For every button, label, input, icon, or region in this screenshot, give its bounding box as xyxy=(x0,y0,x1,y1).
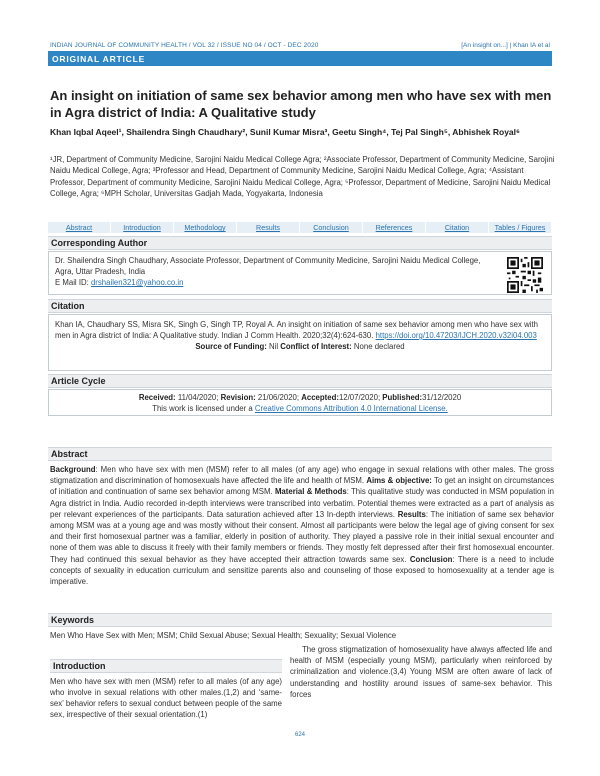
article-cycle-heading: Article Cycle xyxy=(48,374,552,388)
revision-date: 21/06/2020; xyxy=(255,393,302,402)
qr-code-icon xyxy=(507,257,543,293)
funding-label: Source of Funding: xyxy=(195,342,267,351)
article-dates xyxy=(49,392,551,403)
nav-abstract[interactable]: Abstract xyxy=(48,222,111,233)
methods-label: Material & Methods xyxy=(274,487,347,497)
journal-header: INDIAN JOURNAL OF COMMUNITY HEALTH / VOL 32 / ISSUE NO 04 / OCT - DEC 2020 xyxy=(50,42,319,49)
nav-introduction[interactable]: Introduction xyxy=(111,222,174,233)
email-link[interactable]: drshailen321@yahoo.co.in xyxy=(90,278,184,287)
nav-methodology[interactable]: Methodology xyxy=(174,222,237,233)
nav-results[interactable]: Results xyxy=(237,222,300,233)
article-type-banner: ORIGINAL ARTICLE xyxy=(48,51,552,66)
nav-references[interactable]: References xyxy=(363,222,426,233)
nav-tables-figures[interactable]: Tables / Figures xyxy=(489,222,552,233)
introduction-left-column xyxy=(50,659,282,720)
results-label: Results xyxy=(397,509,426,519)
results-text: : The initiation of same sex behavior among MSM was at a young age and was mostly without their consent. Almost all participants were below the legal age of giving consent for sex and their first homosexual partner was a familiar, elderly in position of authority. They played a passive role in their initial sexual encounter and none of them was able to discuss it freely with their family members or friends. They mostly felt depressed after their first homosexual encounter. They had continued this sexual behavior as they have accepted their attraction towards same sex. xyxy=(50,509,554,564)
keywords-text: Men Who Have Sex with Men; MSM; Child Sexual Abuse; Sexual Health; Sexuality; Sexual Violence xyxy=(50,631,397,640)
aims-text: To get an insight on circumstances of initiation and continuation of same sex behavior among MSM. xyxy=(50,476,554,497)
introduction-left-text: Men who have sex with men (MSM) refer to all males (of any age) who involve in sexual relations with other males.(1,2) and ‘same-sex’ behavior refers to sexual conduct between people of the same sex, irrespective of their sexual orientation.(1) xyxy=(50,677,282,719)
introduction-heading: Introduction xyxy=(50,659,282,673)
conclusion-text: : There is a need to include concepts of sexuality in education curriculum and sensitize parents also and counseling of those exposed to homosexuality at a tender age is imperative. xyxy=(50,554,554,587)
license-link[interactable]: Creative Commons Attribution 4.0 International License. xyxy=(254,404,448,413)
doi-link[interactable]: https://doi.org/10.47203/IJCH.2020.v32i04.003 xyxy=(375,331,537,340)
affiliations: ¹JR, Department of Community Medicine, Sarojini Naidu Medical College Agra; ²Associate Professor, Department of Community Medicine, Sarojini Naidu Medical College, Agra; ³Professor and Head, Department of Community Medicine, Sarojini Naidu Medical College, Agra; ⁴Assistant Professor, Department of community Medicine, Sarojini Naidu Medical College, Agra; ⁵Professor, Department of Medicine, Sarojini Naidu Medical College, Agra; ⁶MPH Scholar, Universitas Gadjah Mada, Yogyakarta, Indonesia xyxy=(50,155,555,198)
corresponding-author-details: Dr. Shailendra Singh Chaudhary, Associate Professor, Department of Community Medicine, Sarojini Naidu Medical College, Agra, Uttar Pradesh, India xyxy=(55,256,481,276)
accepted-date: 12/07/2020; xyxy=(338,393,383,402)
email-line xyxy=(55,277,489,288)
citation-text-block xyxy=(55,319,545,341)
received-date: 11/04/2020; xyxy=(175,393,221,402)
accepted-label: Accepted: xyxy=(301,393,339,402)
abstract-heading: Abstract xyxy=(48,447,552,461)
article-cycle-box xyxy=(48,389,552,416)
conflict-label: Conflict of Interest: xyxy=(280,342,352,351)
page-number: 624 xyxy=(294,732,305,738)
conflict-value: None declared xyxy=(351,342,405,351)
nav-conclusion[interactable]: Conclusion xyxy=(300,222,363,233)
methods-text: : This qualitative study was conducted in MSM population in Agra district in India. Audio recorded in-depth interviews were transcribed into verbatim. Potential themes were extracted as a part of analysis as per relevant experiences of the participants. Data saturation achieved after 13 In-depth interviews. xyxy=(50,487,555,519)
author-list: Khan Iqbal Aqeel¹, Shailendra Singh Chaudhary², Sunil Kumar Misra³, Geetu Singh⁴, Tej Pal Singh⁵, Abhishek Royal⁶ xyxy=(50,127,520,137)
license-line xyxy=(49,403,551,414)
revision-label: Revision: xyxy=(220,393,256,402)
citation-box xyxy=(48,314,552,371)
corresponding-author-box xyxy=(48,251,552,295)
citation-text: Khan IA, Chaudhary SS, Misra SK, Singh G, Singh TP, Royal A. An insight on initiation of same sex behavior among men who have sex with men in Agra district of India: A Qualitative study. Indian J Comm Health. 2020;32(4):624-630. xyxy=(55,320,538,340)
background-label: Background xyxy=(50,465,96,474)
funding-line xyxy=(55,341,545,352)
nav-citation[interactable]: Citation xyxy=(426,222,489,233)
received-label: Received: xyxy=(138,393,176,402)
introduction-right-text: The gross stigmatization of homosexuality have always affected life and health of MSM (especially young MSM), particularly when reinforced by criminalization and violence.(3,4) Young MSM are often aware of lack of understanding and hostility around issues of same-sex behavior. This forces xyxy=(290,645,552,699)
running-title: [An insight on...] | Khan IA et al xyxy=(461,42,550,49)
published-label: Published: xyxy=(382,393,423,402)
section-nav xyxy=(48,222,552,233)
funding-value: Nil xyxy=(266,342,281,351)
corresponding-author-heading: Corresponding Author xyxy=(48,236,552,250)
email-label: E Mail ID: xyxy=(55,278,91,287)
published-date: 31/12/2020 xyxy=(422,393,462,402)
article-title: An insight on initiation of same sex behavior among men who have sex with men in Agra district of India: A Qualitative study xyxy=(50,88,552,120)
keywords-heading: Keywords xyxy=(48,613,552,627)
conclusion-label: Conclusion xyxy=(409,554,453,564)
background-text: : Men who have sex with men (MSM) refer to all males (of any age) who engage in sexual relations with other males. The gross stigmatization and discrimination of homosexuals have affected the life and health of MSM. xyxy=(50,465,554,486)
aims-label: Aims & objective: xyxy=(366,476,432,486)
license-prefix: This work is licensed under a xyxy=(152,404,255,413)
abstract-body xyxy=(50,464,554,587)
citation-heading: Citation xyxy=(48,299,552,313)
